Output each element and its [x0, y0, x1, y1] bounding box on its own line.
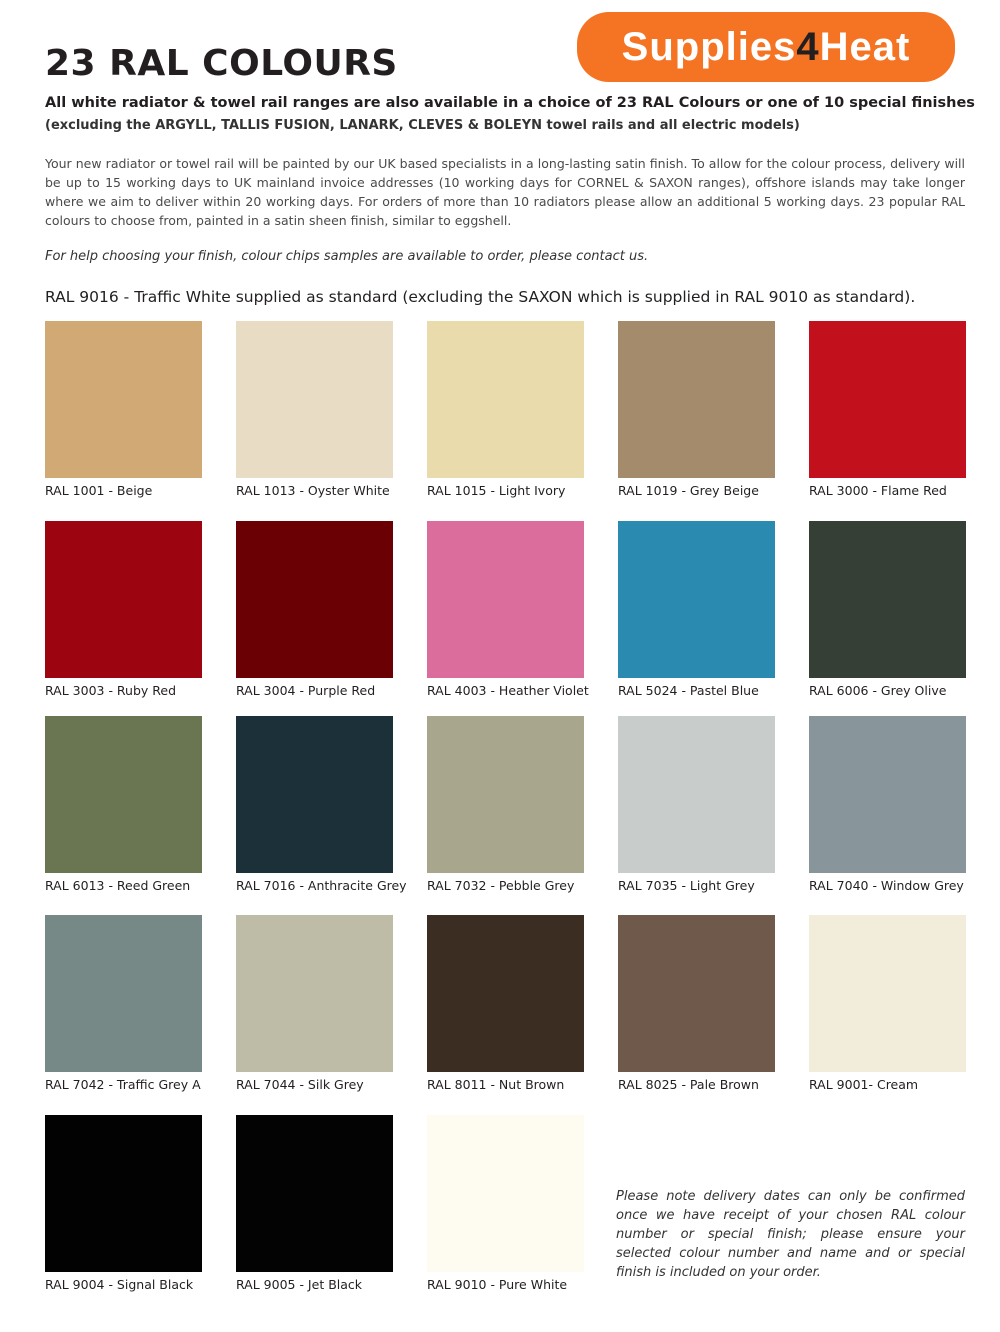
colour-swatch [236, 321, 393, 498]
colour-label: RAL 8025 - Pale Brown [618, 1077, 759, 1092]
colour-label: RAL 1019 - Grey Beige [618, 483, 759, 498]
colour-label: RAL 1001 - Beige [45, 483, 153, 498]
colour-chip [236, 915, 393, 1072]
colour-label: RAL 9005 - Jet Black [236, 1277, 363, 1292]
supplies4heat-logo [577, 12, 955, 82]
colour-chip [236, 521, 393, 678]
colour-label: RAL 7040 - Window Grey [809, 878, 964, 893]
colour-label: RAL 6013 - Reed Green [45, 878, 191, 893]
colour-swatch [45, 915, 202, 1092]
colour-swatch [427, 1115, 584, 1292]
colour-label: RAL 9001- Cream [809, 1077, 919, 1092]
colour-label: RAL 7016 - Anthracite Grey [236, 878, 407, 893]
colour-swatch [236, 1115, 393, 1292]
colour-chip [618, 321, 775, 478]
colour-chip [45, 1115, 202, 1272]
colour-swatch [45, 716, 202, 893]
colour-swatch [236, 915, 393, 1092]
colour-chip [809, 521, 966, 678]
colour-label: RAL 7035 - Light Grey [618, 878, 755, 893]
subtitle: All white radiator & towel rail ranges are also available in a choice of 23 RAL Colours or one of 10 special finishes [45, 95, 975, 111]
colour-label: RAL 3003 - Ruby Red [45, 683, 177, 698]
colour-swatch [427, 321, 584, 498]
colour-swatch [618, 521, 775, 698]
colour-swatch [427, 521, 589, 698]
colour-label: RAL 9004 - Signal Black [45, 1277, 194, 1292]
colour-label: RAL 1013 - Oyster White [236, 483, 390, 498]
colour-chip [45, 321, 202, 478]
colour-swatch [809, 521, 966, 698]
colour-label: RAL 9010 - Pure White [427, 1277, 568, 1292]
logo-part-supplies: Supplies [621, 24, 797, 69]
colour-label: RAL 8011 - Nut Brown [427, 1077, 565, 1092]
colour-swatch [45, 521, 202, 698]
colour-chip [45, 521, 202, 678]
colour-swatch [618, 716, 775, 893]
colour-chip [236, 716, 393, 873]
standard-colour-note: RAL 9016 - Traffic White supplied as standard (excluding the SAXON which is supplied in RAL 9010 as standard). [45, 288, 916, 306]
colour-chip [427, 716, 584, 873]
colour-swatch [809, 716, 966, 893]
intro-paragraph: Your new radiator or towel rail will be painted by our UK based specialists in a long-lasting satin finish. To allow for the colour process, delivery will be up to 15 working days to UK mainland invoice addresses (10 working days for CORNEL & SAXON ranges), offshore islands may take longer where we aim to deliver within 20 working days. For orders of more than 10 radiators please allow an additional 5 working days. 23 popular RAL colours to choose from, painted in a satin sheen finish, similar to eggshell. [45, 156, 965, 228]
colour-chip [618, 716, 775, 873]
colour-swatch [618, 915, 775, 1092]
colour-label: RAL 6006 - Grey Olive [809, 683, 947, 698]
colour-chip [618, 915, 775, 1072]
colour-chip [45, 915, 202, 1072]
colour-swatch [236, 716, 407, 893]
logo-part-4: 4 [796, 24, 820, 69]
colour-swatch [45, 321, 202, 498]
colour-label: RAL 1015 - Light Ivory [427, 483, 566, 498]
page-title: 23 RAL COLOURS [45, 43, 398, 84]
exclusion-note: (excluding the ARGYLL, TALLIS FUSION, LANARK, CLEVES & BOLEYN towel rails and all electric models) [45, 118, 800, 133]
logo-part-heat: Heat [819, 24, 911, 69]
colour-swatch [618, 321, 775, 498]
colour-chip [236, 1115, 393, 1272]
colour-swatch [427, 915, 584, 1092]
colour-chip [427, 915, 584, 1072]
colour-chip [809, 321, 966, 478]
colour-swatch [427, 716, 584, 893]
colour-swatch [809, 915, 966, 1092]
logo-text [622, 25, 911, 70]
colour-swatch [236, 521, 393, 698]
colour-chip [427, 521, 584, 678]
help-text: For help choosing your finish, colour chips samples are available to order, please contact us. [45, 249, 649, 264]
colour-chip [809, 716, 966, 873]
colour-chip [427, 321, 584, 478]
colour-label: RAL 5024 - Pastel Blue [618, 683, 759, 698]
delivery-note: Please note delivery dates can only be confirmed once we have receipt of your chosen RAL colour number or special finish; please ensure your selected colour number and name and or special finish is included on your order. [616, 1189, 965, 1280]
colour-swatch [45, 1115, 202, 1292]
colour-chip [45, 716, 202, 873]
colour-label: RAL 3000 - Flame Red [809, 483, 947, 498]
colour-swatch [809, 321, 966, 498]
colour-label: RAL 7044 - Silk Grey [236, 1077, 364, 1092]
colour-chip [236, 321, 393, 478]
colour-label: RAL 7042 - Traffic Grey A [45, 1077, 201, 1092]
colour-label: RAL 4003 - Heather Violet [427, 683, 589, 698]
colour-chip [618, 521, 775, 678]
colour-chip [809, 915, 966, 1072]
colour-label: RAL 7032 - Pebble Grey [427, 878, 575, 893]
colour-chip [427, 1115, 584, 1272]
colour-label: RAL 3004 - Purple Red [236, 683, 376, 698]
